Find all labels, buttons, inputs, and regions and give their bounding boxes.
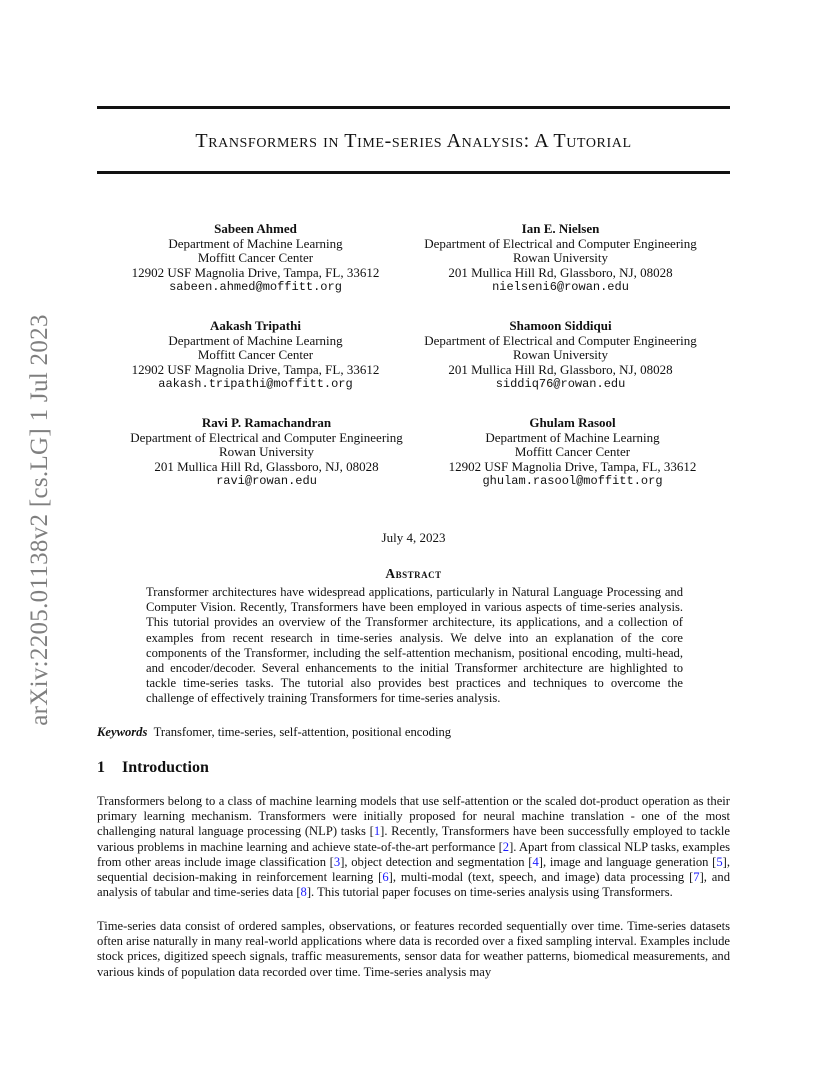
author-block: [414, 319, 707, 392]
author-address: 12902 USF Magnolia Drive, Tampa, FL, 33612: [131, 264, 380, 280]
author-address: 201 Mullica Hill Rd, Glassboro, NJ, 08028: [448, 361, 673, 377]
author-name: Shamoon Siddiqui: [509, 318, 612, 333]
title-rule-top: [97, 106, 730, 109]
citation-link[interactable]: 7: [693, 870, 700, 885]
author-affiliation: Department of Machine Learning: [168, 332, 343, 348]
author-block: [97, 319, 414, 392]
keywords-text: Transfomer, time-series, self-attention, positional encoding: [153, 725, 452, 739]
author-block: [120, 416, 413, 489]
author-email[interactable]: sabeen.ahmed@moffitt.org: [169, 280, 342, 295]
paragraph-text: Time-series data consist of ordered samples, observations, or features recorded sequentially over time. Time-series datasets often arise naturally in many real-world applications where data is recorded over a fixed sampling interval. Examples include stock prices, digitized speech signals, traffic measurements, sensor data for weather patterns, biomedical measurements, and various kinds of population data recorded over time. Time-series analysis may: [97, 919, 730, 979]
author-email[interactable]: aakash.tripathi@moffitt.org: [158, 377, 353, 392]
author-affiliation: Rowan University: [219, 444, 314, 460]
author-affiliation: Department of Machine Learning: [168, 235, 343, 251]
section-heading: [97, 759, 209, 777]
keywords-label: Keywords: [97, 725, 148, 739]
abstract-text: Transformer architectures have widespread applications, particularly in Natural Language Processing and Computer Vision. Recently, Transformers have been employed in various aspects of time-series analysis. This tutorial provides an overview of the Transformer architecture, its applications, and a collection of examples from recent research in time-series analysis. We delve into an explanation of the core components of the Transformer, including the self-attention mechanism, positional encoding, multi-head, and encoder/decoder. Several enhancements to the initial Transformer architecture are highlighted to tackle time-series tasks. The tutorial also provides best practices and techniques to overcome the challenge of effectively training Transformers for time-series analysis.: [146, 585, 683, 706]
citation-link[interactable]: 2: [502, 839, 510, 854]
author-email[interactable]: siddiq76@rowan.edu: [495, 377, 626, 392]
paragraph-text: ]. Recently, Transformers have been successfully employed to tackle various problems in machine learning and achieve state-of-the-art performance [: [97, 824, 730, 854]
paragraph-text: ]. Apart from classical NLP tasks, examples from other areas include image classification [: [97, 839, 730, 869]
abstract-heading: Abstract: [385, 566, 442, 581]
author-name: Ravi P. Ramachandran: [201, 415, 332, 430]
publication-date: July 4, 2023: [381, 530, 446, 545]
citation-link[interactable]: 6: [382, 870, 389, 885]
author-affiliation: Moffitt Cancer Center: [197, 347, 314, 363]
paragraph-text: ], sequential decision-making in reinforcement learning [: [97, 854, 731, 885]
citation-link[interactable]: 1: [373, 824, 381, 839]
paragraph-text: ], object detection and segmentation [: [340, 854, 533, 869]
author-name: Aakash Tripathi: [210, 318, 301, 333]
section-title: Introduction: [122, 759, 209, 776]
author-email[interactable]: ravi@rowan.edu: [216, 474, 317, 489]
keywords-line: [97, 725, 451, 740]
author-name: Sabeen Ahmed: [214, 221, 297, 236]
author-affiliation: Department of Machine Learning: [485, 429, 660, 445]
author-affiliation: Moffitt Cancer Center: [514, 444, 631, 460]
body-paragraph: [97, 919, 730, 980]
author-name: Ghulam Rasool: [529, 415, 616, 430]
citation-link[interactable]: 3: [333, 854, 341, 869]
author-address: 201 Mullica Hill Rd, Glassboro, NJ, 08028: [448, 264, 673, 280]
paragraph-text: ], image and language generation [: [538, 854, 717, 869]
author-affiliation: Department of Electrical and Computer Engineering: [130, 429, 403, 445]
citation-link[interactable]: 8: [300, 885, 307, 900]
author-address: 12902 USF Magnolia Drive, Tampa, FL, 33612: [448, 458, 697, 474]
paragraph-text: Transformers belong to a class of machine learning models that use self-attention or the scaled dot-product operation as their primary learning mechanism. Transformers were initially proposed for neural machine translation - one of the most challenging natural language processing (NLP) tasks [: [97, 794, 730, 839]
author-address: 201 Mullica Hill Rd, Glassboro, NJ, 08028: [154, 458, 379, 474]
author-block: [97, 222, 414, 295]
author-affiliation: Department of Electrical and Computer Engineering: [424, 235, 697, 251]
author-affiliation: Moffitt Cancer Center: [197, 250, 314, 266]
body-paragraph: [97, 794, 730, 900]
author-name: Ian E. Nielsen: [521, 221, 600, 236]
author-affiliation: Department of Electrical and Computer Engineering: [424, 332, 697, 348]
author-affiliation: Rowan University: [513, 347, 608, 363]
citation-link[interactable]: 5: [716, 854, 723, 869]
author-email[interactable]: ghulam.rasool@moffitt.org: [482, 474, 663, 489]
author-block: [414, 222, 707, 295]
author-block: [414, 416, 731, 489]
citation-link[interactable]: 4: [532, 854, 539, 869]
author-affiliation: Rowan University: [513, 250, 608, 266]
section-number: 1: [97, 759, 105, 776]
title-rule-bottom: [97, 171, 730, 174]
paragraph-text: ]. This tutorial paper focuses on time-series analysis using Transformers.: [306, 885, 673, 900]
paragraph-text: ], and analysis of tabular and time-series data [: [97, 870, 730, 900]
paper-title: Transformers in Time-series Analysis: A Tutorial: [195, 130, 632, 152]
arxiv-identifier: arXiv:2205.01138v2 [cs.LG] 1 Jul 2023: [26, 314, 53, 726]
author-address: 12902 USF Magnolia Drive, Tampa, FL, 33612: [131, 361, 380, 377]
paragraph-text: ], multi-modal (text, speech, and image) data processing [: [388, 870, 694, 885]
author-email[interactable]: nielseni6@rowan.edu: [492, 280, 629, 295]
